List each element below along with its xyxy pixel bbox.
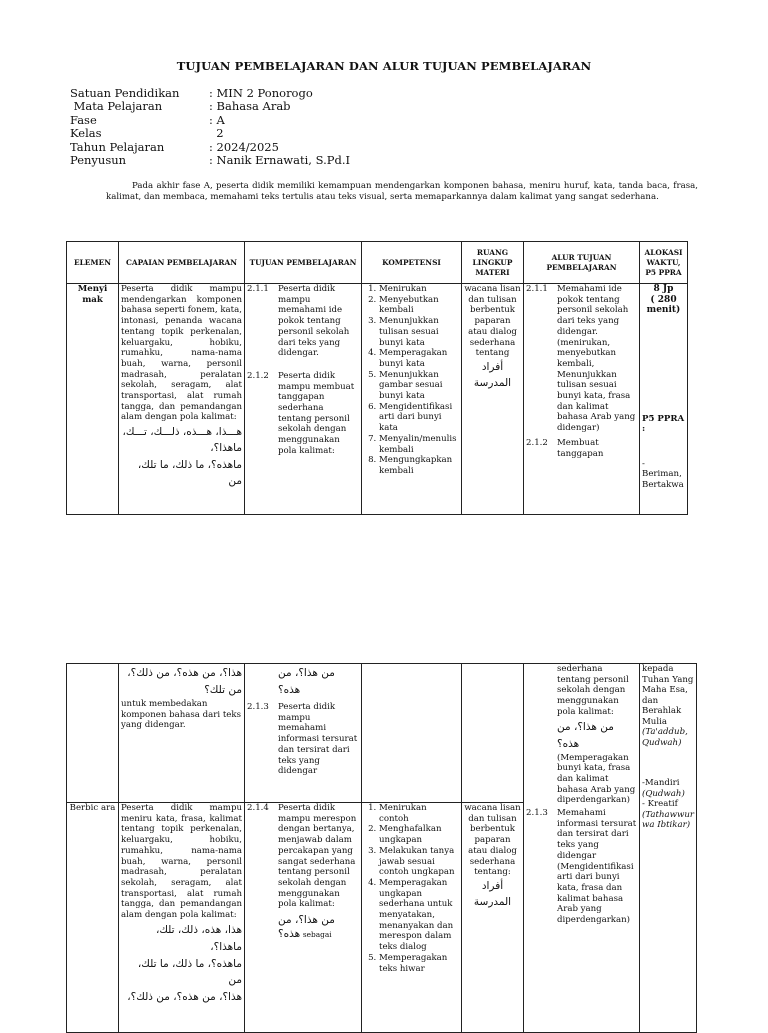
alur-number: 2.1.2	[526, 437, 548, 448]
list-item: 4. Memperagakan ungkapan sederhana untuk menyatakan, menanyakan dan merespon dalam teks dialog	[379, 878, 459, 953]
cell-tujuan	[245, 803, 362, 1033]
tujuan-item	[247, 284, 359, 359]
tujuan-text: Peserta didik mampu merespon dengan bertanya, menjawab dalam percakapan yang sangat sederhana tentang personil sekolah dengan menggunakan pola kalimat:	[278, 803, 357, 910]
alur-text: sederhana tentang personil sekolah dengan menggunakan pola kalimat:	[557, 664, 629, 717]
cell-kompetensi	[362, 803, 462, 1033]
tujuan-tail-text: sebagai	[302, 930, 332, 940]
meta-value: : A	[209, 112, 225, 127]
alur-text: (Memperagakan bunyi kata, frasa dan kalimat bahasa Arab yang diperdengarkan)	[557, 752, 636, 806]
table-row-menyimak-cont	[67, 664, 697, 803]
header-tujuan: TUJUAN PEMBELAJARAN	[245, 242, 362, 284]
alokasi-text: - Kreatif	[642, 799, 678, 809]
tujuan-arabic-tail: هذه؟	[278, 928, 301, 941]
capaian-text: untuk membedakan komponen bahasa dari teks yang didengar.	[121, 699, 242, 731]
header-kompetensi: KOMPETENSI	[362, 242, 462, 284]
cell-capaian	[119, 284, 245, 515]
cell-capaian	[119, 664, 245, 803]
capaian-arabic-1: هذا، هذه، ذلك، تلك،	[155, 923, 242, 936]
tujuan-text: Peserta didik mampu memahami informasi tersurat dan tersirat dari teks yang didengar	[278, 702, 358, 777]
alokasi-p5: P5 PPRA :	[642, 413, 685, 434]
alur-number: 2.1.3	[526, 808, 548, 819]
list-item: 6. Mengidentifikasi arti dari bunyi kata	[379, 402, 459, 434]
learning-table-page2	[66, 663, 697, 1033]
ruang-text: wacana lisan dan tulisan berbentuk paparan atau dialog sederhana tentang	[464, 284, 521, 359]
cell-kompetensi	[362, 664, 462, 803]
elemen-label: Menyi mak	[77, 284, 108, 305]
cell-ruang-lingkup	[462, 803, 524, 1033]
list-item: 2. Menyebutkan kembali	[379, 295, 459, 316]
list-item: 5. Menunjukkan gambar sesuai bunyi kata	[379, 370, 459, 402]
kompetensi-list	[364, 284, 459, 477]
alur-item	[526, 808, 637, 926]
cell-alokasi	[640, 664, 697, 1033]
cell-capaian	[119, 803, 245, 1033]
list-item: 1. Menirukan	[379, 284, 459, 295]
capaian-arabic-4: هذا؟، من هذه؟، من ذلك؟،	[127, 990, 242, 1003]
elemen-label: Berbic ara	[69, 803, 116, 813]
alur-text: Membuat tanggapan	[557, 437, 604, 459]
meta-label: Fase	[70, 112, 97, 127]
tujuan-arabic: من هذا؟، من	[278, 914, 335, 927]
list-item: 3. Melakukan tanya jawab sesuai contoh ungkapan	[379, 846, 459, 878]
cell-kompetensi	[362, 284, 462, 515]
tujuan-number: 2.1.3	[247, 702, 269, 712]
cell-ruang-lingkup	[462, 664, 524, 803]
header-capaian: CAPAIAN PEMBELAJARAN	[119, 242, 245, 284]
kompetensi-list	[364, 803, 459, 974]
tujuan-arabic-2: هذه؟	[278, 684, 301, 696]
alur-item	[526, 438, 637, 459]
capaian-text: Peserta didik mampu meniru kata, frasa, kalimat tentang topik perkenalan, keluargaku, hobiku, rumahku, nama-nama buah, warna, personil madrasah, peralatan sekolah, seragam, alat transportasi, alat rumah tangga, dan pemandangan alam dengan pola kalimat:	[121, 803, 242, 921]
alokasi-jp: 8 Jp	[653, 284, 674, 294]
list-item: 2. Menghafalkan ungkapan	[379, 824, 459, 845]
meta-value: 2	[209, 126, 224, 141]
capaian-arabic-2: ماهذه؟، ما ذلك، ما تلك، من	[137, 459, 242, 488]
tujuan-item	[247, 371, 359, 457]
page-title: TUJUAN PEMBELAJARAN DAN ALUR TUJUAN PEMBELAJARAN	[176, 59, 592, 73]
cell-tujuan	[245, 664, 362, 803]
tujuan-number: 2.1.4	[247, 803, 269, 813]
alokasi-italic: (Ta'addub, Qudwah)	[642, 727, 688, 748]
list-item: 5. Memperagakan teks hiwar	[379, 953, 459, 974]
alokasi-text: -Mandiri	[642, 778, 680, 788]
alokasi-dimensi: - Beriman, Bertakwa	[642, 458, 684, 490]
tujuan-text: Peserta didik mampu membuat tanggapan sederhana tentang personil sekolah dengan menggunakan pola kalimat:	[278, 370, 355, 456]
cell-ruang-lingkup	[462, 284, 524, 515]
capaian-arabic-1: هـــذا، هـــذه، ذلـــك، تـــك، ماهذا؟،	[122, 426, 242, 455]
tujuan-arabic-1: من هذا؟، من	[278, 667, 335, 679]
capaian-arabic-2: ماهذا؟،	[210, 940, 242, 953]
alur-arabic-2: هذه؟	[557, 737, 580, 750]
capaian-arabic-3: ماهذه؟، ما ذلك، ما تلك، من	[137, 957, 242, 986]
tujuan-tail	[247, 929, 359, 941]
cell-alur	[524, 664, 640, 1033]
meta-value: : Nanik Ernawati, S.Pd.I	[209, 152, 351, 167]
learning-table-page1	[66, 241, 688, 515]
alokasi-italic: (Qudwah)	[642, 788, 685, 799]
table-header-row	[67, 242, 688, 284]
cell-alur	[524, 284, 640, 515]
header-ruang-lingkup: RUANG LINGKUP MATERI	[462, 242, 524, 284]
cell-alokasi	[640, 284, 688, 515]
ruang-arabic: أفراد المدرسة	[473, 360, 512, 389]
list-item: 1. Menirukan contoh	[379, 803, 459, 824]
meta-value: : MIN 2 Ponorogo	[209, 86, 313, 100]
meta-value: : 2024/2025	[209, 139, 279, 154]
ruang-arabic: أفراد المدرسة	[473, 879, 512, 908]
alur-text: Memahami ide pokok tentang personil sekolah dari teks yang didengar. (menirukan, menyebutkan kembali, Menunjukkan tulisan sesuai bunyi kata, frasa dan kalimat bahasa Arab yang didengar)	[557, 284, 636, 434]
alur-arabic-1: من هذا؟، من	[557, 720, 614, 733]
tujuan-number: 2.1.1	[247, 284, 269, 294]
list-item: 3. Menunjukkan tulisan sesuai bunyi kata	[379, 316, 459, 348]
capaian-arabic-2: من تلك؟	[204, 684, 242, 696]
capaian-text: Peserta didik mampu mendengarkan komponen bahasa seperti fonem, kata, intonasi, penanda wacana tentang topik perkenalan, keluargaku, hobiku, rumahku, nama-nama buah, warna, personil madrasah, peralatan sekolah, seragam, alat transportasi, alat rumah tangga, dan pemandangan alam dengan pola kalimat:	[121, 284, 242, 423]
header-alur: ALUR TUJUAN PEMBELAJARAN	[524, 242, 640, 284]
cell-elemen	[67, 664, 119, 803]
meta-label: Kelas	[70, 126, 102, 141]
tujuan-text: Peserta didik mampu memahami ide pokok tentang personil sekolah dari teks yang didengar.	[278, 284, 350, 359]
ruang-text: wacana lisan dan tulisan berbentuk paparan atau dialog sederhana tentang:	[464, 803, 521, 878]
alur-item	[526, 284, 637, 434]
alokasi-italic: (Tathawwur wa Ibtikar)	[642, 809, 695, 830]
alur-number: 2.1.1	[526, 284, 548, 294]
cell-tujuan	[245, 284, 362, 515]
tujuan-item	[247, 702, 359, 777]
alokasi-menit: ( 280 menit)	[646, 294, 681, 315]
alur-text: Memahami informasi tersurat dan tersirat dari teks yang didengar (Mengidentifikasi arti dari bunyi kata, frasa dan kalimat bahasa Arab yang diperdengarkan)	[557, 808, 637, 926]
alokasi-text: kepada Tuhan Yang Maha Esa, dan Berahlak Mulia	[642, 664, 694, 727]
list-item: 4. Memperagakan bunyi kata	[379, 348, 459, 369]
meta-value: : Bahasa Arab	[209, 99, 291, 114]
meta-label: Satuan Pendidikan	[70, 86, 180, 100]
table-row-menyimak	[67, 284, 688, 515]
list-item: 7. Menyalin/menulis kembali	[379, 434, 459, 455]
meta-label: Penyusun	[70, 152, 127, 167]
list-item: 8. Mengungkapkan kembali	[379, 455, 459, 476]
cell-elemen	[67, 803, 119, 1033]
meta-label: Mata Pelajaran	[70, 99, 163, 114]
tujuan-number: 2.1.2	[247, 370, 269, 381]
intro-paragraph	[106, 181, 698, 204]
header-alokasi: ALOKASI WAKTU, P5 PPRA	[640, 242, 688, 284]
cell-elemen	[67, 284, 119, 515]
header-elemen: ELEMEN	[67, 242, 119, 284]
intro-text: Pada akhir fase A, peserta didik memiliki kemampuan mendengarkan komponen bahasa, meniru huruf, kata, tanda baca, frasa, kalimat, dan membaca, memahami teks tertulis atau teks visual, serta memaparkannya dalam kalimat yang sangat sederhana.	[106, 181, 698, 203]
meta-label: Tahun Pelajaran	[70, 139, 165, 154]
tujuan-item	[247, 803, 359, 910]
capaian-arabic-1: هذا؟، من هذه؟، من ذلك؟،	[127, 667, 242, 679]
